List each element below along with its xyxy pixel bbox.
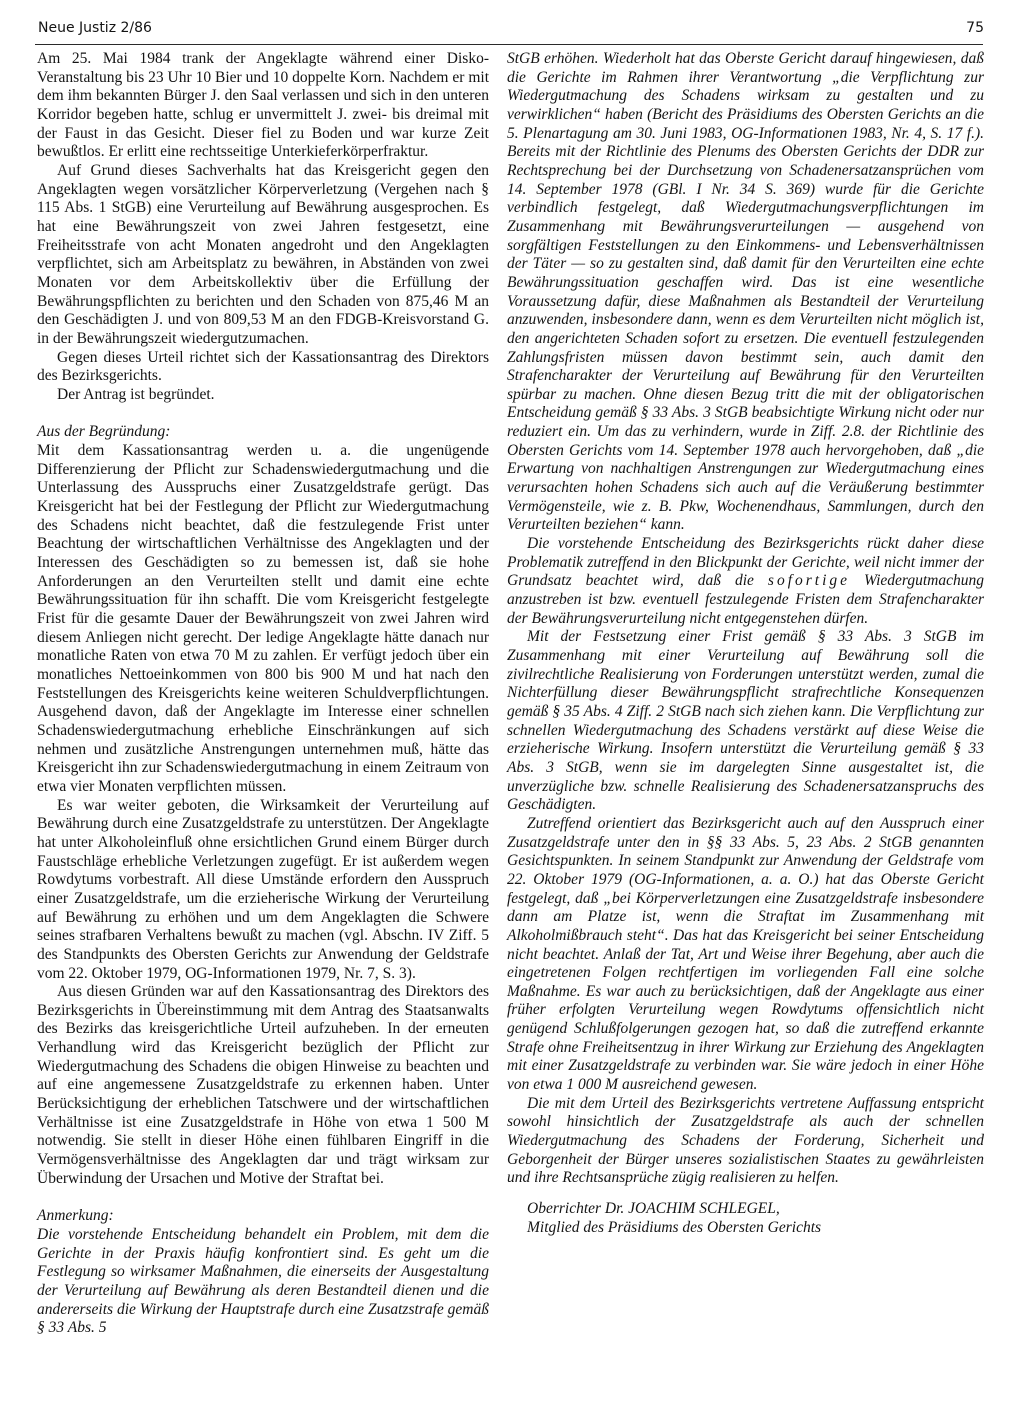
spaced-emphasis: sofortige xyxy=(767,572,851,590)
right-column xyxy=(507,50,984,1237)
paragraph-note-problem xyxy=(507,535,984,628)
heading-reasons: Aus der Begründung: xyxy=(37,423,171,441)
paragraph-note-conclusion: Die mit dem Urteil des Bezirksgerichts vertretene Auffassung entspricht sowohl hinsichtlich der Zusatzgeldstrafe als auch der schnellen Wiedergutmachung des Schadens der Forderung, Sicherheit und Geborgenheit der Bürger unseres sozialistischen Staates zu gewährleisten und ihre Rechtsansprüche zügig realisieren zu helfen. xyxy=(507,1094,984,1187)
paragraph-lower-court-ruling: Auf Grund dieses Sachverhalts hat das Kreisgericht gegen den Angeklagten wegen vorsätzlicher Körperverletzung (Vergehen nach § 115 Abs. 1 StGB) eine Verurteilung auf Bewährung ausgesprochen. Es hat eine Bewährungszeit von zwei Jahren festgesetzt, eine Freiheitsstrafe von acht Monaten angedroht und den Angeklagten verpflichtet, sich am Arbeitsplatz zu bewähren, in Abständen von zwei Monaten vor dem Arbeitskollektiv über die Erfüllung der Bewährungspflichten zu berichten und den Schaden von 875,46 M an den Geschädigten J. und von 809,53 M an den FDGB-Kreisvorstand G. in der Bewährungszeit wiedergutzumachen. xyxy=(37,161,489,347)
paragraph-reasons-restitution: Mit dem Kassationsantrag werden u. a. die ungenügende Differenzierung der Pflicht zur Schadenswiedergutmachung und die Unterlassung des Ausspruchs einer Zusatzgeldstrafe gerügt. Das Kreisgericht hat bei der Festlegung der Pflicht zur Wiedergutmachung des Schadens nicht beachtet, daß die festzulegende Frist unter Beachtung der wirtschaftlichen Verhältnisse des Angeklagten und der Interessen des Geschädigten so zu bemessen ist, daß sie hohe Anforderungen an den Verurteilten stellt und damit eine echte Bewährungssituation für ihn schafft. Die vom Kreisgericht festgelegte Frist für die gesamte Dauer der Bewährungszeit von zwei Jahren wird diesem Anliegen nicht gerecht. Der ledige Angeklagte hätte danach nur monatliche Raten von etwa 70 M zu zahlen. Er verfügt jedoch über ein monatliches Nettoeinkommen von 800 bis 900 M und hat nach den Feststellungen des Kreisgerichts keine weiteren Schuldverpflichtungen. Ausgehend davon, daß der Angeklagte im Interesse einer schnellen Schadenswiedergutmachung erhebliche Einschränkungen auf sich nehmen und zusätzliche Anstrengungen unternehmen muß, hätte das Kreisgericht ihn zur Schadenswiedergutmachung in einem Zeitraum von etwa vier Monaten verpflichten müssen. xyxy=(37,442,489,795)
paragraph-facts: Am 25. Mai 1984 trank der Angeklagte während einer Disko-Veranstaltung bis 23 Uhr 10 Bier und 10 doppelte Korn. Nachdem er mit dem ihm bekannten Bürger J. den Saal verlassen und sich in den unteren Korridor begeben hatte, schlug er unvermittelt J. zwei- bis dreimal mit der Faust in das Gesicht. Dieser fiel zu Boden und war kurze Zeit bewußtlos. Er erlitt eine rechtsseitige Unterkieferkörperfraktur. xyxy=(37,50,489,161)
text-after-spaced: Wiedergutmachung anzustreben ist bzw. eventuell festzulegende Fristen dem Strafencharakter der Bewährungsverurteilung nicht entgegenstehen dürfen. xyxy=(507,572,984,627)
paragraph-reasons-conclusion: Aus diesen Gründen war auf den Kassationsantrag des Direktors des Bezirksgerichts in Übereinstimmung mit dem Antrag des Staatsanwalts des Bezirks das kreisgerichtliche Urteil aufzuheben. In der erneuten Verhandlung wird das Kreisgericht bezüglich der Pflicht zur Wiedergutmachung des Schadens die obigen Hinweise zu beachten und auf eine angemessene Zusatzgeldstrafe zu erkennen haben. Unter Berücksichtigung der erheblichen Tatschwere und der wirtschaftlichen Verhältnisse ist eine Zusatzgeldstrafe in Höhe von etwa 1 500 M notwendig. Sie stellt in dieser Höhe einen fühlbaren Eingriff in die Vermögensverhältnisse des Angeklagten dar und trägt wirksam zur Überwindung der Ursachen und Motive der Straftat bei. xyxy=(37,983,489,1187)
signature-name: Oberrichter Dr. JOACHIM SCHLEGEL, xyxy=(527,1200,780,1218)
left-column xyxy=(37,50,489,1338)
heading-note: Anmerkung: xyxy=(37,1207,114,1225)
header-rule xyxy=(35,44,983,45)
paragraph-note: Die vorstehende Entscheidung behandelt ein Problem, mit dem die Gerichte in der Praxis häufig konfrontiert sind. Es geht um die Festlegung so wirksamer Maßnahmen, die einerseits der Ausgestaltung der Verurteilung auf Bewährung als deren Bestandteil dienen und die andererseits die Wirkung der Hauptstrafe durch eine Zusatzstrafe gemäß § 33 Abs. 5 xyxy=(37,1226,489,1337)
paragraph-note-continued: StGB erhöhen. Wiederholt hat das Oberste Gericht darauf hingewiesen, daß die Gerichte im Rahmen ihrer Verantwortung „die Verpflichtung zur Wiedergutmachung des Schadens wirksam zu gestalten und zu verwirklichen“ haben (Bericht des Präsidiums des Obersten Gerichts an die 5. Plenartagung am 30. Juni 1983, OG-Informationen 1983, Nr. 4, S. 17 f.). Bereits mit der Richtlinie des Plenums des Obersten Gerichts der DDR zur Rechtsprechung bei der Durchsetzung von Schadenersatzansprüchen vom 14. September 1978 (GBl. I Nr. 34 S. 369) wurde für die Gerichte verbindlich festgelegt, daß Wiedergutmachungsverpflichtungen im Zusammenhang mit Bewährungsverurteilungen — ausgehend von sorgfältigen Feststellungen zu den Einkommens- und Lebensverhältnissen der Täter — so zu gestalten sind, daß damit für den Verurteilten eine echte Bewährungssituation geschaffen wird. Das ist eine wesentliche Voraussetzung dafür, diese Maßnahmen als Bestandteil der Verurteilung anzuwenden, insbesondere dann, wenn es dem Verurteilten nicht möglich ist, den angerichteten Schaden sofort zu ersetzen. Die eventuell festzulegenden Zahlungsfristen müssen davon bestimmt sein, auch damit den Strafencharakter der Verurteilung auf Bewährung für den Verurteilten spürbar zu machen. Ohne diesen Bezug tritt die mit der obligatorischen Entscheidung gemäß § 33 Abs. 3 StGB beabsichtigte Wirkung nicht oder nur reduziert ein. Um das zu verhindern, wurde in Ziff. 2.8. der Richtlinie des Obersten Gerichts vom 14. September 1978 auch hervorgehoben, daß „die Erwartung von nachhaltigen Anstrengungen zur Wiedergutmachung eines verursachten hohen Schadens sich auch auf die Veräußerung bestimmter Vermögensteile, wie z. B. Pkw, Wochenendhaus, Sammlungen, durch den Verurteilten beziehen“ kann. xyxy=(507,50,984,534)
paragraph-note-additional-fine: Zutreffend orientiert das Bezirksgericht auch auf den Ausspruch einer Zusatzgeldstrafe unter den in §§ 33 Abs. 5, 23 Abs. 2 StGB genannten Gesichtspunkten. In seinem Standpunkt zur Anwendung der Geldstrafe vom 22. Oktober 1979 (OG-Informationen, a. a. O.) hat das Oberste Gericht festgelegt, daß „bei Körperverletzungen eine Zusatzgeldstrafe insbesondere dann am Platze ist, wenn die Straftat im Zusammenhang mit Alkoholmißbrauch steht“. Das hat das Kreisgericht bei seiner Entscheidung nicht beachtet. Anlaß der Tat, Art und Weise ihrer Begehung, aber auch die eingetretenen Folgen rechtfertigen im vorliegenden Fall eine solche Maßnahme. Es war auch zu berücksichtigen, daß der Angeklagte aus einer früher erfolgten Verurteilung wegen Rowdytums offensichtlich nicht genügend Schlußfolgerungen gezogen hat, so daß die zutreffend erkannte Strafe ohne Freiheitsentzug in ihrer Wirkung zur Erziehung des Angeklagten mit einer Zusatzgeldstrafe zu verbinden war. Sie wäre jedoch in einer Höhe von etwa 1 000 M ausreichend gewesen. xyxy=(507,814,984,1094)
paragraph-note-deadline: Mit der Festsetzung einer Frist gemäß § 33 Abs. 3 StGB im Zusammenhang mit einer Verurteilung auf Bewährung soll die zivilrechtliche Realisierung von Forderungen unterstützt werden, zumal die Nichterfüllung dieser Bewährungspflicht strafrechtliche Konsequenzen gemäß § 35 Abs. 4 Ziff. 2 StGB nach sich ziehen kann. Die Verpflichtung zur schnellen Wiedergutmachung des Schadens verstärkt auf diese Weise die erzieherische Wirkung. Insofern unterstützt die Verurteilung gemäß § 33 Abs. 3 StGB, wenn sie im dargelegten Sinne ausgestaltet ist, die unverzügliche bzw. schnelle Realisierung des Schadenersatzanspruchs des Geschädigten. xyxy=(507,628,984,814)
paragraph-reasons-fine: Es war weiter geboten, die Wirksamkeit der Verurteilung auf Bewährung durch eine Zusatzgeldstrafe zu unterstützen. Der Angeklagte hat unter Alkoholeinfluß ohne ersichtlichen Grund einem Bürger durch Faustschläge erhebliche Verletzungen zugefügt. Er ist außerdem wegen Rowdytums vorbestraft. All diese Umstände erfordern den Ausspruch einer Zusatzgeldstrafe, um die erzieherische Wirkung der Verurteilung auf Bewährung zu erhöhen und um dem Angeklagten die Schwere seines strafbaren Verhaltens bewußt zu machen (vgl. Abschn. IV Ziff. 5 des Standpunkts des Obersten Gerichts zur Anwendung der Geldstrafe vom 22. Oktober 1979, OG-Informationen 1979, Nr. 7, S. 3). xyxy=(37,796,489,982)
journal-title: Neue Justiz 2/86 xyxy=(38,20,152,36)
text-before-spaced: Die vorstehende Entscheidung des Bezirksgerichts rückt daher diese Problematik zutreffend in den Blickpunkt der Gerichte, weil nicht immer der Grundsatz beachtet wird, daß die xyxy=(507,535,984,590)
page-number: 75 xyxy=(966,20,984,36)
paragraph-cassation-motion: Gegen dieses Urteil richtet sich der Kassationsantrag des Direktors des Bezirksgerichts. xyxy=(37,348,489,385)
paragraph-motion-justified: Der Antrag ist begründet. xyxy=(57,385,215,403)
signature-title: Mitglied des Präsidiums des Obersten Gerichts xyxy=(527,1218,822,1236)
